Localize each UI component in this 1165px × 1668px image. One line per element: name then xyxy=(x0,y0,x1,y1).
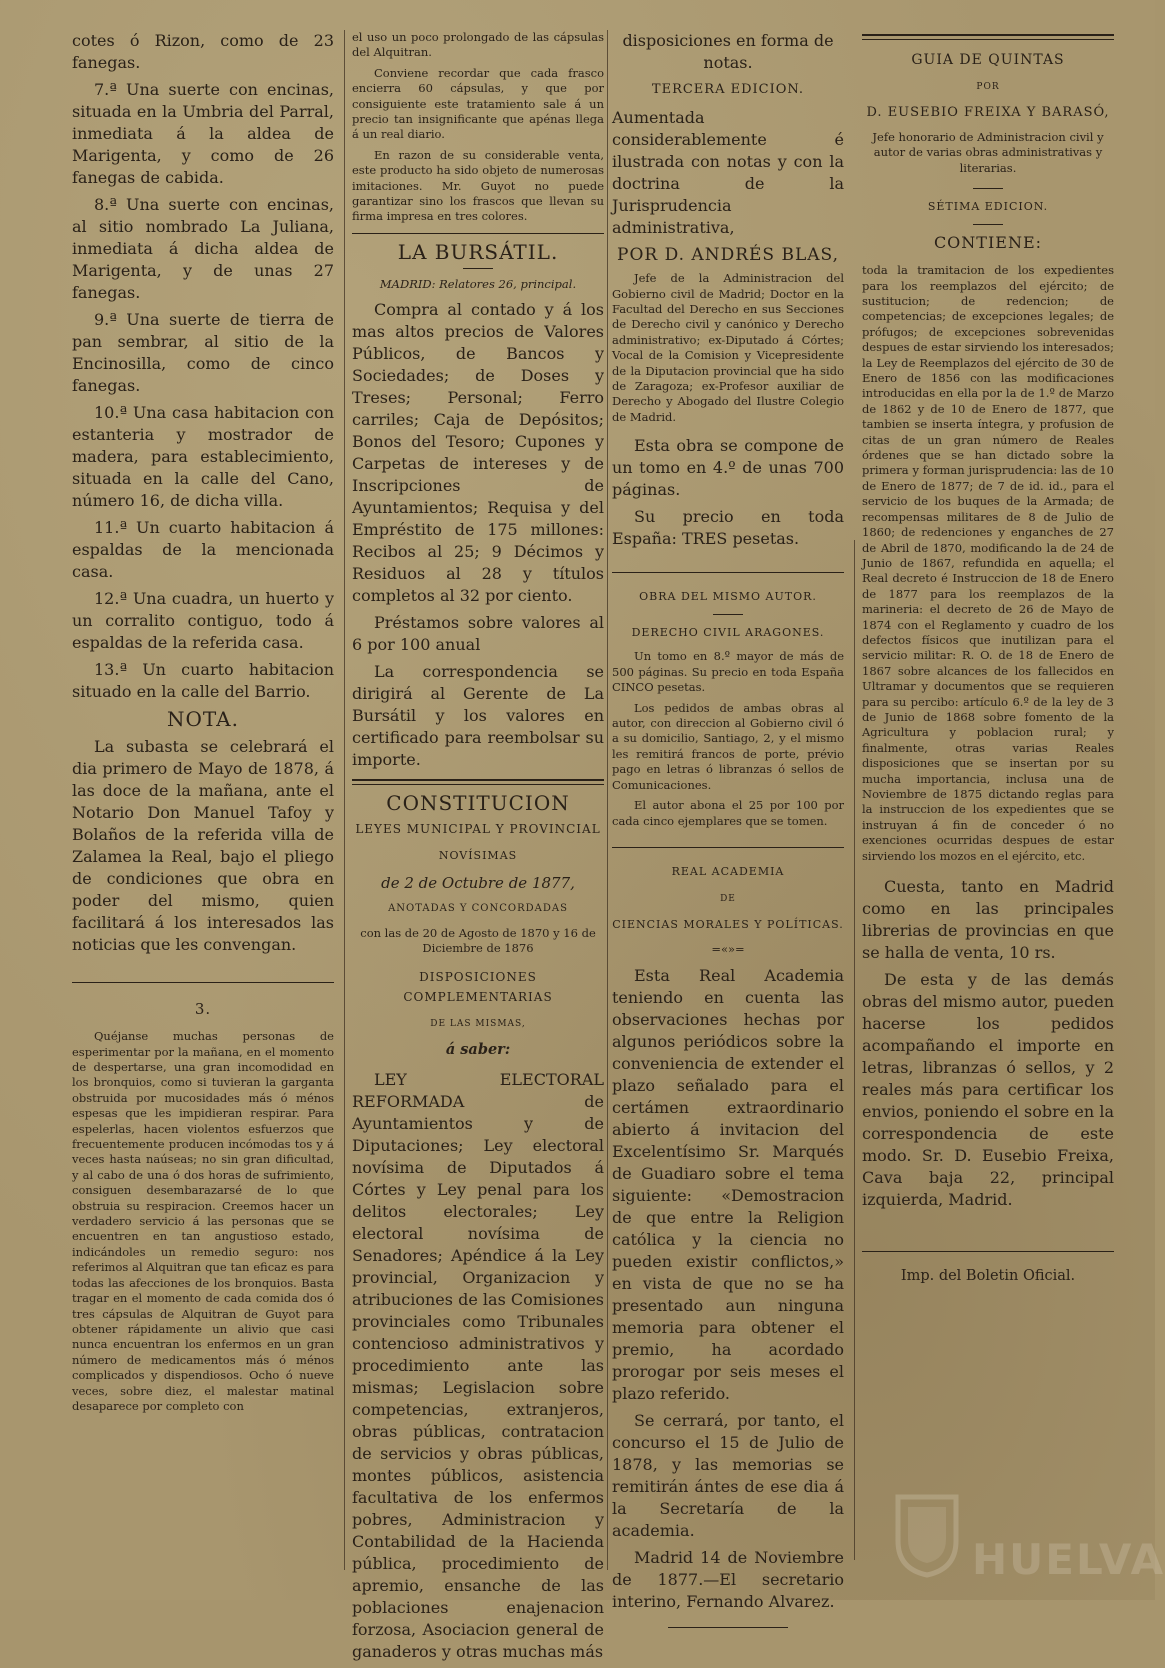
column-divider xyxy=(607,30,608,1570)
subtitle: LEYES MUNICIPAL Y PROVINCIAL xyxy=(355,822,601,837)
section-title: OBRA DEL MISMO AUTOR. xyxy=(639,590,817,604)
edition-label: TERCERA EDICION. xyxy=(651,82,805,97)
column-3 xyxy=(612,30,844,1642)
ornament: =«»= xyxy=(711,941,745,956)
paragraph: Aumentada considerablemente é ilustrada con notas y con la doctrina de la Jurisprudencia administrativa, xyxy=(612,107,844,237)
subtitle: con las de 20 de Agosto de 1870 y 16 de Diciembre de 1876 xyxy=(360,925,596,956)
constitucion-title: CONSTITUCION xyxy=(386,790,570,815)
contiene-title: CONTIENE: xyxy=(933,232,1043,252)
divider xyxy=(72,982,334,983)
column-1 xyxy=(72,30,334,1419)
guia-title: GUIA DE QUINTAS xyxy=(911,52,1065,68)
disposiciones-title: DISPOSICIONES COMPLEMENTARIAS xyxy=(403,969,553,1005)
ley-text: LEY ELECTORAL REFORMADA de Ayuntamientos y de Diputaciones; Ley electoral novísima de Diputados á Córtes y Ley penal para los delitos electorales; Ley electoral novísima de Senadores; Apéndice á la Ley provincial, Organizacion y atribuciones de las Comisiones provinciales como Tribunales contencioso administrativos y procedimiento ante las mismas; Legislacion sobre competencias, extranjeros, obras públicas, contratacion de servicios y obras públicas, montes públicos, asistencia facultativa de los enfermos pobres, Administracion y Contabilidad de la Hacienda pública, procedimiento de apremio, ensanche de las poblaciones enajenacion forzosa, Asociacion general de ganaderos y otras muchas más xyxy=(352,1070,604,1662)
section-title: DERECHO CIVIL ARAGONES. xyxy=(631,625,825,639)
paragraph: 7.ª Una suerte con encinas, situada en la Umbria del Parral, inmediata á la aldea de Marigenta, y como de 26 fanegas de cabida. xyxy=(72,80,334,187)
nota-text: La subasta se celebrará el dia primero de Mayo de 1878, á las doce de la mañana, ante el Notario Don Manuel Tafoy y Bolaños de la referida villa de Zalamea la Real, bajo el pliego de condiciones que obra en poder del mismo, quien facilitará á los interesados las noticias que les convengan. xyxy=(72,736,334,954)
paragraph: Esta Real Academia teniendo en cuenta las observaciones hechas por algunos periódicos sobre la conveniencia de extender el plazo señalado para el certámen extraordinario abierto á invitacion del Excelentísimo Sr. Marqués de Guadiaro sobre el tema siguiente: «Demostracion de que entre la Religion católica y la ciencia no pueden existir conflictos,» en vista de que no se ha presentado aun ninguna memoria para obtener el premio, ha acordado prorogar por seis meses el plazo referido. xyxy=(612,966,844,1404)
paragraph: disposiciones en forma de notas. xyxy=(622,31,834,72)
watermark-line-2: HUELVA xyxy=(972,1535,1165,1584)
section-title: REAL ACADEMIA xyxy=(671,864,785,878)
paragraph: Su precio en toda España: TRES pesetas. xyxy=(612,507,844,549)
paragraph: De esta y de las demás obras del mismo autor, pueden hacerse los pedidos acompañando el importe en letras, libranzas ó sellos, y 2 reales más para certificar los envios, poniendo el sobre en la correspondencia de este modo. Sr. D. Eusebio Freixa, Cava baja 22, principal izquierda, Madrid. xyxy=(862,970,1114,1210)
divider xyxy=(668,1627,788,1628)
divider xyxy=(713,614,743,615)
paragraph: Esta obra se compone de un tomo en 4.º de unas 700 páginas. xyxy=(612,436,844,500)
por-label: POR xyxy=(976,81,1000,92)
paragraph: 8.ª Una suerte con encinas, al sitio nombrado La Juliana, inmediata á dicha aldea de Marigenta, y de unas 27 fanegas. xyxy=(72,195,334,302)
divider xyxy=(862,34,1114,40)
divider xyxy=(463,268,493,269)
paragraph: 10.ª Una casa habitacion con estanteria y mostrador de madera, para establecimiento, situada en la calle del Cano, número 16, de dicha villa. xyxy=(72,403,334,510)
watermark xyxy=(888,1487,1165,1587)
author-description: Jefe de la Administracion del Gobierno civil de Madrid; Doctor en la Facultad del Derecho en sus Secciones de Derecho civil y canónico y Derecho administrativo; ex-Diputado á Córtes; Vocal de la Comision y Vicepresidente de la Diputacion provincial que ha sido de Zaragoza; ex-Profesor auxiliar de Derecho y Abogado del Ilustre Colegio de Madrid. xyxy=(612,271,844,424)
section-number: 3. xyxy=(194,999,212,1018)
subtitle: NOVÍSIMAS xyxy=(438,849,518,863)
subtitle: DE LAS MISMAS, xyxy=(430,1018,526,1029)
subtitle: de 2 de Octubre de 1877, xyxy=(381,873,575,892)
divider xyxy=(612,847,844,848)
advertisement-text: Quéjanse muchas personas de esperimentar por la mañana, en el momento de despertarse, una gran incomodidad en los bronquios, como si tuvieran la garganta obstruida por mucosidades más ó ménos espesas que les impidieran respirar. Para espelerlas, hacen violentos esfuerzos que frecuentemente producen incómodas tos y á veces hasta naúseas; no sin gran dificultad, y al cabo de una ó dos horas de sufrimiento, consiguen desembarazarsé de lo que obstruia su respiracion. Creemos hacer un verdadero servicio á las personas que se encuentren en tan angustioso estado, indicándoles un remedio seguro: nos referimos al Alquitran que tan eficaz es para todas las afecciones de los bronquios. Basta tragar en el momento de cada comida dos ó tres cápsulas de Alquitran de Guyot para obtener rápidamente un alivio que casi nunca encuentran los enfermos en un gran número de medicamentos más ó ménos complicados y dispendiosos. Ocho ó nueve veces, sobre diez, el malestar matinal desaparece por completo con xyxy=(72,1029,334,1413)
divider xyxy=(352,233,604,234)
author-description: Jefe honorario de Administracion civil y autor de varias obras administrativas y literarias. xyxy=(872,129,1104,175)
bursatil-address: MADRID: Relatores 26, principal. xyxy=(379,277,577,292)
paragraph: Un tomo en 8.º mayor de más de 500 páginas. Su precio en toda España CINCO pesetas. xyxy=(612,649,844,695)
paragraph: Madrid 14 de Noviembre de 1877.—El secretario interino, Fernando Alvarez. xyxy=(612,1548,844,1612)
column-divider xyxy=(854,540,855,1560)
nota-title: NOTA. xyxy=(167,707,239,731)
column-4 xyxy=(862,30,1114,1287)
subtitle: á saber: xyxy=(445,1041,511,1059)
contents-text: toda la tramitacion de los expedientes para los reemplazos del ejército; de sustitucion; de redencion; de competencias; de excepciones legales; de prófugos; de excepciones sobrevenidas despues de estar sirviendo los interesados; la Ley de Reemplazos del ejército de 30 de Enero de 1856 con las modificaciones introducidas en ella por la de 1.º de Marzo de 1862 y de 10 de Enero de 1877, que tambien se inserta íntegra, y profusion de citas de un gran número de Reales órdenes que se han dictado sobre la primera y forman jurisprudencia: las de 10 de Enero de 1877; de 7 de id. id., para el servicio de los buques de la Armada; de recompensas militares de 8 de Julio de 1860; de redenciones y enganches de 27 de Abril de 1870, modificando la de 24 de Junio de 1867, refundida en aquella; el Real decreto é Instruccion de 18 de Enero de 1877 para los reemplazos de la marineria: el decreto de 26 de Mayo de 1874 con el Reglamento y cuadro de los defectos físicos que inutilizan para el servicio militar: R. O. de 18 de Enero de 1867 sobre alcances de los fallecidos en Ultramar y documentos que se requieren para su percibo: artículo 6.º de la ley de 3 de Junio de 1868 sobre fomento de la Agricultura y poblacion rural; y finalmente, otras varias Reales disposiciones que se insertan por su mucha importancia, inclusa una de Noviembre de 1875 dictando reglas para la instruccion de los expedientes que se instruyan á fin de conceder ó no exenciones ocurridas despues de estar sirviendo los mozos en el ejército, etc. xyxy=(862,263,1114,863)
paragraph: En razon de su considerable venta, este producto ha sido objeto de numerosas imitaciones. Mr. Guyot no puede garantizar sino los frascos que llevan su firma impresa en tres colores. xyxy=(352,147,604,224)
paragraph: Se cerrará, por tanto, el concurso el 15 de Julio de 1878, y las memorias se remitirán ántes de ese dia á la Secretaría de la academia. xyxy=(612,1411,844,1541)
subtitle: ANOTADAS Y CONCORDADAS xyxy=(388,903,568,915)
paragraph: Los pedidos de ambas obras al autor, con direccion al Gobierno civil ó a su domicilio, Santiago, 2, y el mismo les remitirá francos de porte, prévio pago en letras ó libranzas ó sellos de Comunicaciones. xyxy=(612,700,844,792)
prestamos-text: Préstamos sobre valores al 6 por 100 anual xyxy=(352,612,604,654)
edition-label: SÉTIMA EDICION. xyxy=(927,200,1049,213)
paragraph: Cuesta, tanto en Madrid como en las principales librerias de provincias en que se halla de venta, 10 rs. xyxy=(862,877,1114,963)
divider xyxy=(352,779,604,785)
column-divider xyxy=(344,30,345,1570)
section-title: DE xyxy=(720,893,736,904)
author-name: POR D. ANDRÉS BLAS, xyxy=(617,244,839,265)
paragraph: 9.ª Una suerte de tierra de pan sembrar, al sitio de la Encinosilla, como de cinco fanegas. xyxy=(72,310,334,395)
paragraph: cotes ó Rizon, como de 23 fanegas. xyxy=(72,31,334,72)
correspondencia-text: La correspondencia se dirigirá al Gerente de La Bursátil y los valores en certificado para reembolsar su importe. xyxy=(352,661,604,769)
printer-imprint: Imp. del Boletin Oficial. xyxy=(900,1268,1076,1285)
paragraph: el uso un poco prolongado de las cápsulas del Alquitran. xyxy=(352,30,604,60)
paragraph: 13.ª Un cuarto habitacion situado en la calle del Barrio. xyxy=(72,660,334,701)
bursatil-title: LA BURSÁTIL. xyxy=(397,239,559,264)
coat-of-arms-icon xyxy=(892,1491,962,1577)
bursatil-text: Compra al contado y á los mas altos precios de Valores Públicos, de Bancos y Sociedades; de Doses y Treses; Personal; Ferro carriles; Caja de Depósitos; Bonos del Tesoro; Cupones y Carpetas de intereses y de Inscripciones de Ayuntamientos; Requisa y del Empréstito de 175 millones: Recibos al 25; 9 Décimos y Residuos al 28 y títulos completos al 32 por ciento. xyxy=(352,299,604,605)
section-title: CIENCIAS MORALES Y POLÍTICAS. xyxy=(612,918,844,932)
divider xyxy=(612,572,844,573)
column-2 xyxy=(352,30,604,1668)
divider xyxy=(973,188,1003,189)
paragraph: Conviene recordar que cada frasco encierra 60 cápsulas, y que por consiguiente este tratamiento sale á un precio tan insignificante que apénas llega á un real diario. xyxy=(352,65,604,142)
paragraph: El autor abona el 25 por 100 por cada cinco ejemplares que se tomen. xyxy=(612,798,844,828)
author-name: D. EUSEBIO FREIXA Y BARASÓ, xyxy=(866,105,1110,121)
divider xyxy=(973,224,1003,225)
paragraph: 11.ª Un cuarto habitacion á espaldas de la mencionada casa. xyxy=(72,518,334,581)
paragraph: 12.ª Una cuadra, un huerto y un corralito contiguo, todo á espaldas de la referida casa. xyxy=(72,589,334,652)
divider xyxy=(862,1251,1114,1252)
